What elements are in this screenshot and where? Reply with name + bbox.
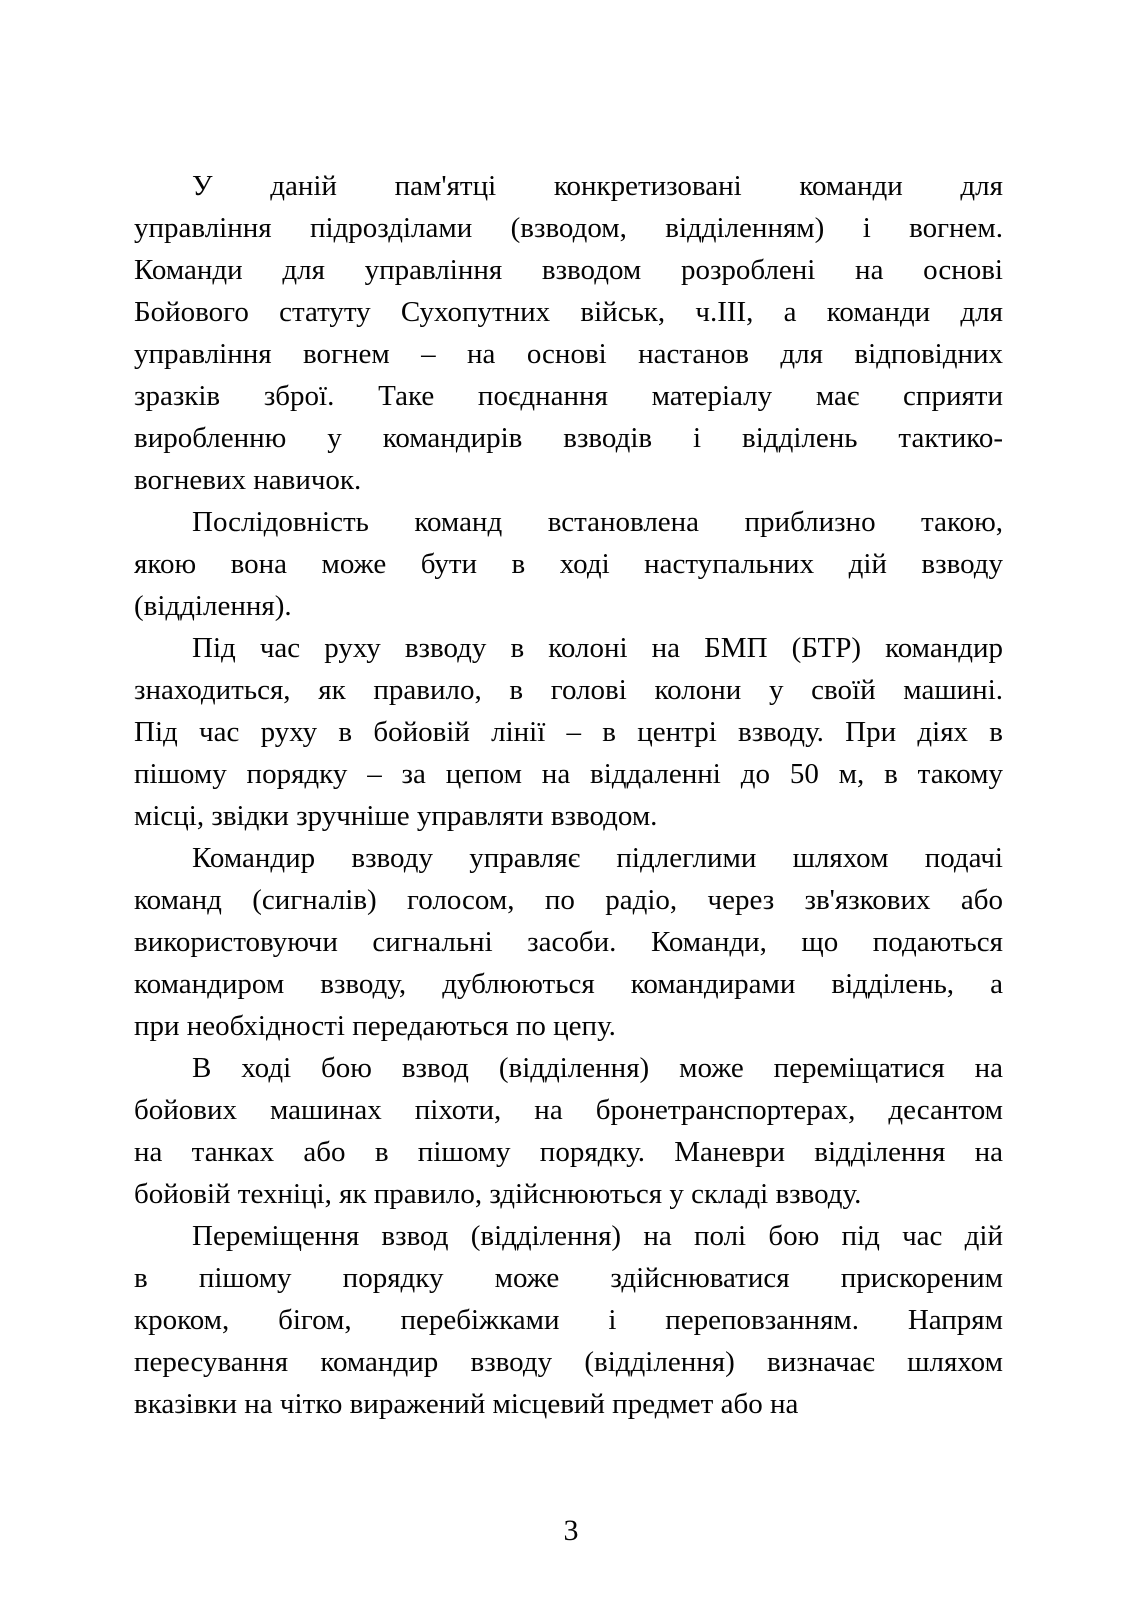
text-line: зразків зброї. Таке поєднання матеріалу має сприяти (134, 380, 1003, 412)
text-line: (відділення). (134, 590, 292, 622)
paragraph (134, 1215, 1003, 1425)
text-line: в пішому порядку може здійснюватися прискореним (134, 1262, 1003, 1294)
text-line: пересування командир взводу (відділення) визначає шляхом (134, 1346, 1003, 1378)
text-line: Бойового статуту Сухопутних військ, ч.III, а команди для (134, 296, 1003, 328)
text-line: знаходиться, як правило, в голові колони у своїй машині. (134, 674, 1003, 706)
text-line: Команди для управління взводом розроблені на основі (134, 254, 1003, 286)
text-line: кроком, бігом, перебіжками і переповзанням. Напрям (134, 1304, 1003, 1336)
text-line: У даній пам'ятці конкретизовані команди для (192, 170, 1003, 202)
paragraph (134, 501, 1003, 627)
page-number: 3 (563, 1514, 579, 1547)
text-line: команд (сигналів) голосом, по радіо, через зв'язкових або (134, 884, 1003, 916)
body-text (134, 165, 1003, 1425)
text-line: Командир взводу управляє підлеглими шляхом подачі (192, 842, 1003, 874)
text-line: управління підрозділами (взводом, відділенням) і вогнем. (134, 212, 1003, 244)
text-line: В ході бою взвод (відділення) може переміщатися на (192, 1052, 1003, 1084)
text-line: якою вона може бути в ході наступальних дій взводу (134, 548, 1003, 580)
text-line: виробленню у командирів взводів і відділень тактико- (134, 422, 1003, 454)
text-line: бойовій техніці, як правило, здійснюються у складі взводу. (134, 1178, 862, 1210)
paragraph (134, 1047, 1003, 1215)
text-line: Послідовність команд встановлена приблизно такою, (192, 506, 1003, 538)
text-line: управління вогнем – на основі настанов для відповідних (134, 338, 1003, 370)
text-line: вогневих навичок. (134, 464, 362, 496)
text-line: Під час руху взводу в колоні на БМП (БТР) командир (192, 632, 1003, 664)
text-line: на танках або в пішому порядку. Маневри відділення на (134, 1136, 1003, 1168)
text-line: Переміщення взвод (відділення) на полі бою під час дій (192, 1220, 1003, 1252)
text-line: Під час руху в бойовій лінії – в центрі взводу. При діях в (134, 716, 1003, 748)
text-line: пішому порядку – за цепом на віддаленні до 50 м, в такому (134, 758, 1003, 790)
text-line: використовуючи сигнальні засоби. Команди, що подаються (134, 926, 1003, 958)
text-line: при необхідності передаються по цепу. (134, 1010, 616, 1042)
text-line: місці, звідки зручніше управляти взводом. (134, 800, 658, 832)
paragraph (134, 627, 1003, 837)
paragraph (134, 165, 1003, 501)
text-line: бойових машинах піхоти, на бронетранспортерах, десантом (134, 1094, 1003, 1126)
text-line: вказівки на чітко виражений місцевий предмет або на (134, 1388, 799, 1420)
paragraph (134, 837, 1003, 1047)
text-line: командиром взводу, дублюються командирами відділень, а (134, 968, 1003, 1000)
